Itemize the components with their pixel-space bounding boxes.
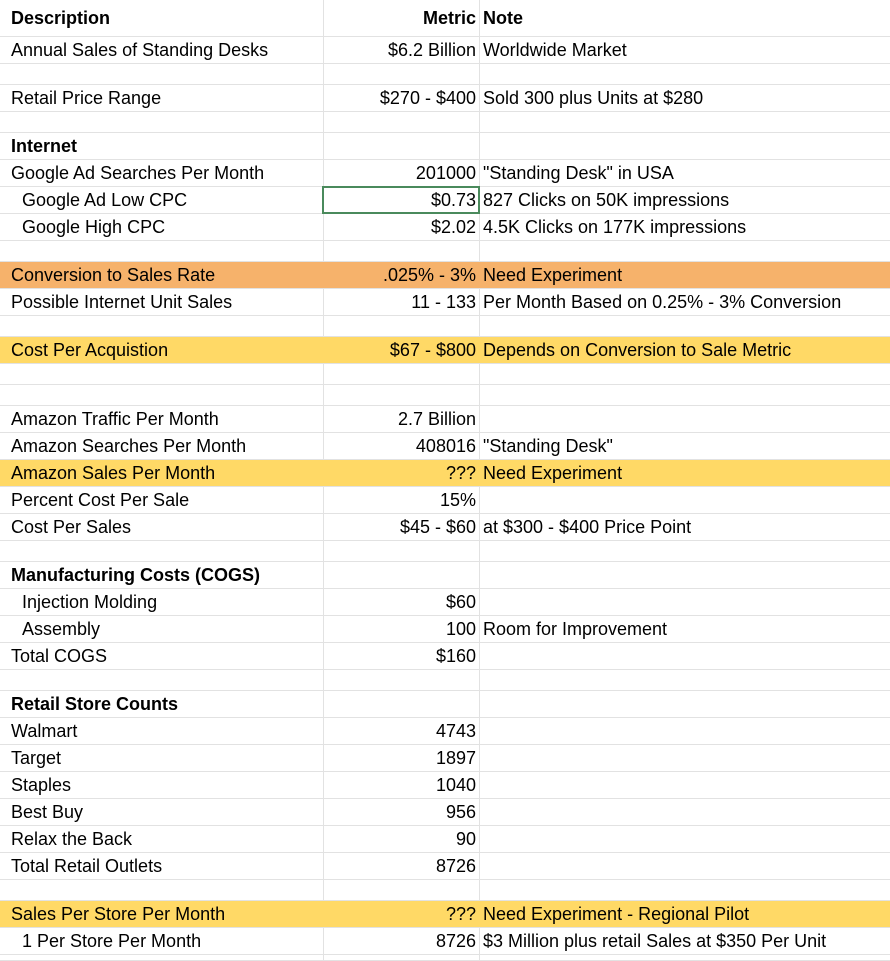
note-cell[interactable] [480,406,890,432]
sheet-row [0,955,890,961]
metric-cell[interactable]: $2.02 [430,216,476,237]
description-cell[interactable]: Conversion to Sales Rate [11,264,216,285]
metric-cell[interactable] [323,385,480,405]
metric-cell[interactable]: 408016 [415,435,476,456]
sheet-row [0,928,890,955]
description-cell[interactable]: Best Buy [11,801,84,822]
sheet-row [0,670,890,691]
metric-cell[interactable] [323,541,480,561]
metric-cell[interactable]: $270 - $400 [379,87,476,108]
note-cell[interactable] [480,241,890,261]
metric-cell[interactable]: 8726 [435,930,476,951]
sheet-row [0,853,890,880]
sheet-row [0,214,890,241]
description-cell[interactable] [0,670,323,690]
note-cell[interactable] [480,955,890,960]
sheet-row [0,562,890,589]
sheet-row [0,262,890,289]
note-cell[interactable]: Worldwide Market [483,39,627,60]
note-cell[interactable] [480,880,890,900]
sheet-row [0,616,890,643]
description-cell[interactable]: Retail Price Range [11,87,162,108]
description-cell[interactable]: Annual Sales of Standing Desks [11,39,269,60]
description-cell[interactable] [0,64,323,84]
description-cell[interactable]: Description [11,7,111,28]
metric-cell[interactable]: 1040 [435,774,476,795]
sheet-row [0,133,890,160]
description-cell[interactable]: Google Ad Low CPC [22,189,188,210]
description-cell[interactable]: Assembly [22,618,101,639]
metric-cell[interactable]: ??? [445,903,476,924]
description-cell[interactable]: Manufacturing Costs (COGS) [11,564,261,585]
sheet-row [0,643,890,670]
sheet-row [0,487,890,514]
description-cell[interactable] [0,241,323,261]
metric-cell[interactable] [323,112,480,132]
description-cell[interactable] [0,316,323,336]
note-cell[interactable] [480,112,890,132]
metric-cell[interactable]: 1897 [435,747,476,768]
sheet-row [0,589,890,616]
description-cell[interactable]: Total Retail Outlets [11,855,163,876]
metric-cell[interactable]: 15% [439,489,476,510]
metric-cell[interactable] [323,562,480,588]
sheet-row [0,316,890,337]
sheet-row [0,880,890,901]
metric-cell[interactable] [323,364,480,384]
description-cell[interactable] [0,541,323,561]
description-cell[interactable]: Google Ad Searches Per Month [11,162,265,183]
metric-cell[interactable]: 2.7 Billion [397,408,476,429]
description-cell[interactable] [0,880,323,900]
note-cell[interactable] [480,364,890,384]
sheet-row [0,718,890,745]
metric-cell[interactable]: $45 - $60 [399,516,476,537]
description-cell[interactable]: Staples [11,774,72,795]
metric-cell[interactable] [323,691,480,717]
description-cell[interactable]: Cost Per Acquistion [11,339,169,360]
description-cell[interactable]: Injection Molding [22,591,158,612]
sheet-row [0,0,890,37]
note-cell[interactable] [480,562,890,588]
note-cell[interactable] [480,718,890,744]
sheet-row [0,364,890,385]
metric-cell[interactable]: $160 [435,645,476,666]
metric-cell[interactable] [323,241,480,261]
metric-cell[interactable]: ??? [445,462,476,483]
metric-cell[interactable]: $0.73 [430,189,476,210]
note-cell[interactable] [480,487,890,513]
note-cell[interactable] [480,826,890,852]
metric-cell[interactable] [323,316,480,336]
note-cell[interactable] [480,589,890,615]
sheet-row [0,112,890,133]
sheet-row [0,85,890,112]
sheet-row [0,433,890,460]
note-cell[interactable]: $3 Million plus retail Sales at $350 Per Unit [483,930,827,951]
metric-cell[interactable] [323,133,480,159]
sheet-row [0,37,890,64]
sheet-row [0,406,890,433]
metric-cell[interactable]: $6.2 Billion [387,39,476,60]
metric-cell[interactable] [323,880,480,900]
description-cell[interactable]: Amazon Traffic Per Month [11,408,219,429]
metric-cell[interactable]: 8726 [435,855,476,876]
note-cell[interactable]: 827 Clicks on 50K impressions [483,189,730,210]
description-cell[interactable]: Total COGS [11,645,108,666]
sheet-row [0,289,890,316]
description-cell[interactable] [0,364,323,384]
description-cell[interactable]: Walmart [11,720,78,741]
metric-cell[interactable]: 100 [445,618,476,639]
note-cell[interactable]: 4.5K Clicks on 177K impressions [483,216,747,237]
note-cell[interactable]: Note [483,7,523,28]
sheet-row [0,160,890,187]
note-cell[interactable]: Need Experiment [483,462,623,483]
sheet-row [0,541,890,562]
sheet-row [0,241,890,262]
note-cell[interactable] [480,691,890,717]
note-cell[interactable] [480,772,890,798]
metric-cell[interactable]: 90 [455,828,476,849]
note-cell[interactable] [480,643,890,669]
description-cell[interactable] [0,112,323,132]
note-cell[interactable] [480,670,890,690]
metric-cell[interactable]: $60 [445,591,476,612]
description-cell[interactable]: Target [11,747,62,768]
sheet-row [0,826,890,853]
note-cell[interactable]: "Standing Desk" in USA [483,162,674,183]
description-cell[interactable] [0,955,323,960]
description-cell[interactable]: Amazon Sales Per Month [11,462,216,483]
sheet-row [0,187,890,214]
note-cell[interactable] [480,541,890,561]
note-cell[interactable] [480,853,890,879]
note-cell[interactable]: Need Experiment - Regional Pilot [483,903,750,924]
sheet-row [0,901,890,928]
metric-cell[interactable]: $67 - $800 [389,339,476,360]
description-cell[interactable]: Relax the Back [11,828,133,849]
metric-cell[interactable]: 4743 [435,720,476,741]
sheet-row [0,799,890,826]
metric-cell[interactable] [323,955,480,960]
note-cell[interactable] [480,316,890,336]
metric-cell[interactable]: .025% - 3% [382,264,476,285]
metric-cell[interactable]: 11 - 133 [411,291,476,312]
note-cell[interactable] [480,745,890,771]
metric-cell[interactable]: 956 [445,801,476,822]
sheet-row [0,745,890,772]
note-cell[interactable] [480,64,890,84]
metric-cell[interactable] [323,670,480,690]
note-cell[interactable] [480,799,890,825]
description-cell[interactable]: 1 Per Store Per Month [22,930,202,951]
sheet-row [0,64,890,85]
metric-cell[interactable] [323,64,480,84]
sheet-row [0,514,890,541]
sheet-row [0,337,890,364]
description-cell[interactable]: Internet [11,135,78,156]
note-cell[interactable]: at $300 - $400 Price Point [483,516,692,537]
description-cell[interactable] [0,385,323,405]
description-cell[interactable]: Percent Cost Per Sale [11,489,190,510]
sheet-row [0,772,890,799]
note-cell[interactable]: Need Experiment [483,264,623,285]
description-cell[interactable]: Sales Per Store Per Month [11,903,226,924]
note-cell[interactable] [480,133,890,159]
note-cell[interactable] [480,385,890,405]
description-cell[interactable]: Amazon Searches Per Month [11,435,247,456]
description-cell[interactable]: Cost Per Sales [11,516,132,537]
sheet-row [0,460,890,487]
description-cell[interactable]: Google High CPC [22,216,166,237]
note-cell[interactable]: Room for Improvement [483,618,668,639]
note-cell[interactable]: Sold 300 plus Units at $280 [483,87,704,108]
metric-cell[interactable]: 201000 [415,162,476,183]
note-cell[interactable]: "Standing Desk" [483,435,613,456]
note-cell[interactable]: Per Month Based on 0.25% - 3% Conversion [483,291,842,312]
note-cell[interactable]: Depends on Conversion to Sale Metric [483,339,792,360]
metric-cell[interactable]: Metric [422,7,476,28]
sheet-row [0,691,890,718]
description-cell[interactable]: Retail Store Counts [11,693,179,714]
sheet-row [0,385,890,406]
description-cell[interactable]: Possible Internet Unit Sales [11,291,233,312]
